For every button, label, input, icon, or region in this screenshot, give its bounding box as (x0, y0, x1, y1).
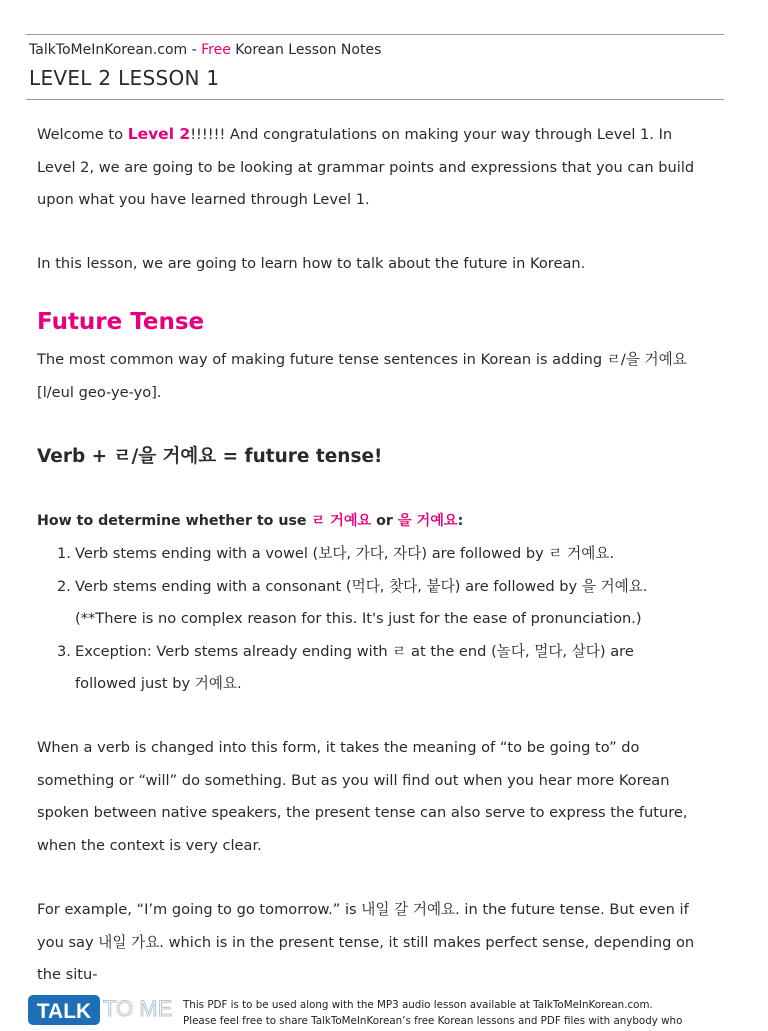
rule-number: 2. (57, 577, 71, 595)
rule-number: 3. (57, 642, 71, 660)
how-colon: : (457, 513, 464, 529)
welcome-text-rest: !!!!!! And congratulations on making your way through Level 1. In Level 2, we are going to be looking at grammar points and expressions that you can build upon what you have learned through Level 1. (37, 126, 695, 208)
section-body: The most common way of making future tense sentences in Korean is adding ㄹ/을 거예요 [l/eul geo-ye-yo]. (37, 351, 687, 401)
intro-paragraph (37, 118, 707, 217)
level-highlight: Level 2 (127, 125, 191, 143)
header-top-rule (26, 34, 724, 35)
option-l: ㄹ 거예요 (311, 513, 372, 529)
rule-text: Verb stems ending with a vowel (보다, 가다, 자다) are followed by ㄹ 거예요. (75, 545, 615, 562)
free-label: Free (201, 42, 231, 58)
how-to-heading (37, 510, 463, 530)
example-paragraph: For example, “I’m going to go tomorrow.” is 내일 갈 거예요. in the future tense. But even if you say 내일 가요. which is in the present tense, it still makes perfect sense, depending on the situ- (37, 901, 695, 983)
how-text: How to determine whether to use (37, 513, 312, 529)
meaning-paragraph: When a verb is changed into this form, it takes the meaning of “to be going to” do something or “will” do something. But as you will find out when you hear more Korean spoken between native speakers, the present tense can also serve to express the future, when the context is very clear. (37, 739, 688, 854)
footer-line-2: Please feel free to share TalkToMeInKorean’s free Korean lessons and PDF files with anybody who (183, 1015, 683, 1027)
welcome-text: Welcome to (37, 126, 128, 143)
header-dash: - (187, 42, 202, 58)
rule-number: 1. (57, 545, 71, 562)
footer-notice (183, 997, 682, 1029)
how-or: or (371, 513, 398, 529)
logo-word-tome: TO ME (103, 996, 173, 1021)
site-name[interactable]: TalkToMeInKorean.com (29, 42, 188, 58)
rule-text: Exception: Verb stems already ending with ㄹ at the end (놀다, 멀다, 살다) are (75, 642, 634, 660)
rule-item (57, 571, 707, 604)
rule-continuation: followed just by 거예요. (75, 675, 242, 692)
header-bottom-rule (26, 99, 724, 100)
section-heading: Future Tense (37, 309, 205, 335)
lesson-title: LEVEL 2 LESSON 1 (29, 66, 220, 90)
rule-item (57, 636, 707, 669)
rule-item (57, 538, 707, 571)
header-site-line (29, 42, 381, 58)
rule-note: (**There is no complex reason for this. It's just for the ease of pronunciation.) (75, 610, 642, 627)
rule-text: Verb stems ending with a consonant (먹다, 찾다, 붙다) are followed by 을 거예요. (75, 577, 648, 595)
lesson-notes-label: Korean Lesson Notes (230, 42, 382, 58)
rules-list (57, 538, 707, 701)
lesson-aim-paragraph: In this lesson, we are going to learn how to talk about the future in Korean. (37, 255, 586, 272)
formula: Verb + ㄹ/을 거예요 = future tense! (37, 446, 383, 467)
footer-line-1: This PDF is to be used along with the MP3 audio lesson available at TalkToMeInKorean.com. (183, 999, 653, 1011)
logo-word-talk: TALK (36, 1000, 92, 1023)
option-eul: 을 거예요 (397, 513, 458, 529)
talktomeinkorean-logo (28, 991, 180, 1031)
